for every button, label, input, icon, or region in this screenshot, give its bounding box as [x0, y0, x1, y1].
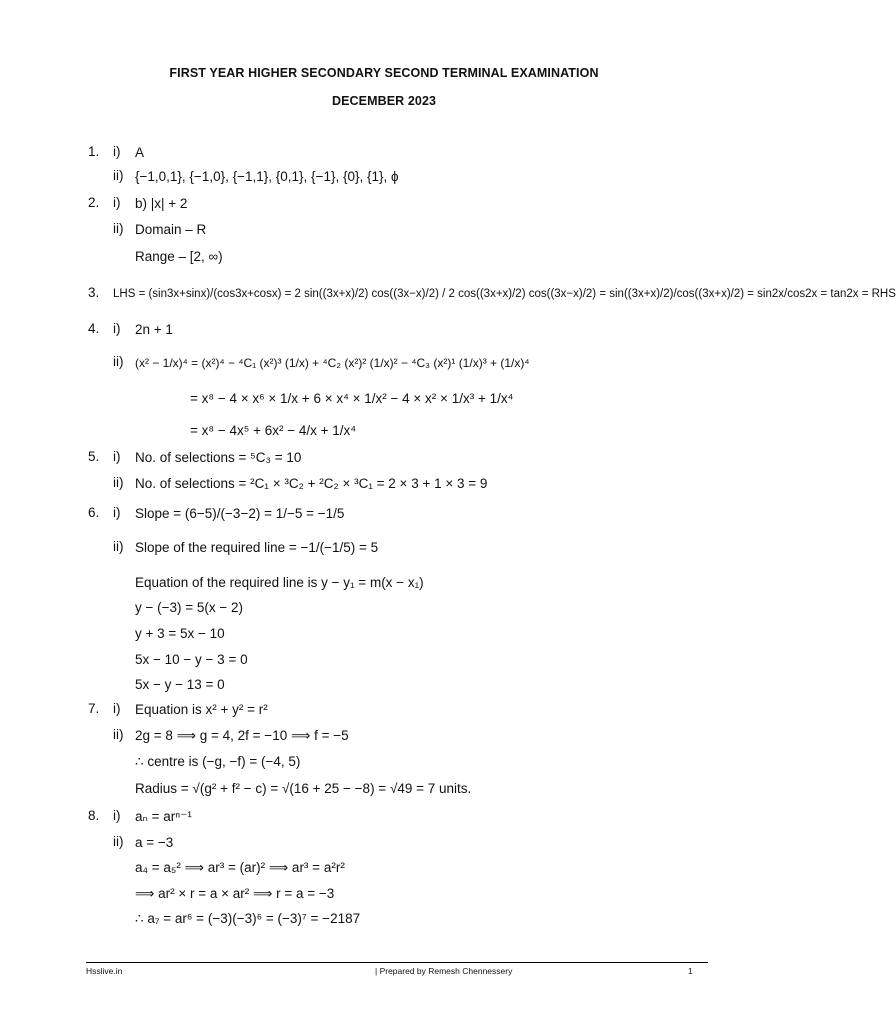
sub-part-label: i)	[113, 321, 121, 336]
page-title: FIRST YEAR HIGHER SECONDARY SECOND TERMINAL EXAMINATION	[169, 66, 599, 80]
answer-line: Equation is x² + y² = r²	[135, 702, 268, 717]
question-number: 1.	[88, 144, 100, 159]
question-number: 5.	[88, 449, 100, 464]
answer-line: b) |x| + 2	[135, 196, 188, 211]
answer-line: No. of selections = ²C₁ × ³C₂ + ²C₂ × ³C₁ = 2 × 3 + 1 × 3 = 9	[135, 476, 488, 491]
answer-line: 2g = 8 ⟹ g = 4, 2f = −10 ⟹ f = −5	[135, 728, 349, 743]
sub-part-label: i)	[113, 144, 121, 159]
answer-line: 2n + 1	[135, 322, 173, 337]
sub-part-label: ii)	[113, 168, 124, 183]
sub-part-label: ii)	[113, 727, 124, 742]
sub-part-label: i)	[113, 449, 121, 464]
answer-line: Slope = (6−5)/(−3−2) = 1/−5 = −1/5	[135, 506, 345, 521]
answer-line: Range – [2, ∞)	[135, 249, 223, 264]
answer-line: 5x − 10 − y − 3 = 0	[135, 652, 248, 667]
sub-part-label: i)	[113, 701, 121, 716]
sub-part-label: i)	[113, 195, 121, 210]
answer-line: Equation of the required line is y − y₁ = m(x − x₁)	[135, 575, 424, 590]
answer-line: {−1,0,1}, {−1,0}, {−1,1}, {0,1}, {−1}, {0}, {1}, ϕ	[135, 169, 399, 184]
footer-divider	[86, 962, 708, 963]
answer-line: a₄ = a₅² ⟹ ar³ = (ar)² ⟹ ar³ = a²r²	[135, 860, 345, 875]
answer-line: y − (−3) = 5(x − 2)	[135, 600, 244, 615]
sub-part-label: i)	[113, 505, 121, 520]
sub-part-label: ii)	[113, 539, 124, 554]
footer-author: | Prepared by Remesh Chennessery	[375, 966, 513, 976]
answer-line: ⟹ ar² × r = a × ar² ⟹ r = a = −3	[135, 886, 335, 901]
sub-part-label: ii)	[113, 221, 124, 236]
sub-part-label: ii)	[113, 354, 124, 369]
answer-line: LHS = (sin3x+sinx)/(cos3x+cosx) = 2 sin((3x+x)/2) cos((3x−x)/2) / 2 cos((3x+x)/2) cos((3x−x)/2) = sin((3x+x)/2)/cos((3x+x)/2) = sin2x/cos2x = tan2x = RHS	[113, 288, 896, 300]
page-number: 1	[688, 966, 693, 976]
answer-line: y + 3 = 5x − 10	[135, 626, 225, 641]
sub-part-label: ii)	[113, 475, 124, 490]
exam-date: DECEMBER 2023	[331, 94, 437, 108]
sub-part-label: i)	[113, 808, 121, 823]
answer-line: 5x − y − 13 = 0	[135, 677, 225, 692]
footer-site: Hsslive.in	[86, 966, 123, 976]
answer-line: ∴ centre is (−g, −f) = (−4, 5)	[135, 754, 301, 769]
answer-line: = x⁸ − 4 × x⁶ × 1/x + 6 × x⁴ × 1/x² − 4 × x² × 1/x³ + 1/x⁴	[190, 391, 514, 406]
answer-line: Slope of the required line = −1/(−1/5) = 5	[135, 540, 379, 555]
question-number: 7.	[88, 701, 100, 716]
question-number: 2.	[88, 195, 100, 210]
answer-line: No. of selections = ⁵C₃ = 10	[135, 450, 302, 465]
answer-line: A	[135, 145, 145, 160]
answer-line: (x² − 1/x)⁴ = (x²)⁴ − ⁴C₁ (x²)³ (1/x) + ⁴C₂ (x²)² (1/x)² − ⁴C₃ (x²)¹ (1/x)³ + (1/x)⁴	[135, 356, 530, 370]
sub-part-label: ii)	[113, 834, 124, 849]
answer-line: Domain – R	[135, 222, 207, 237]
question-number: 3.	[88, 285, 100, 300]
question-number: 4.	[88, 321, 100, 336]
answer-line: ∴ a₇ = ar⁶ = (−3)(−3)⁶ = (−3)⁷ = −2187	[135, 911, 361, 926]
question-number: 8.	[88, 808, 100, 823]
answer-line: = x⁸ − 4x⁵ + 6x² − 4/x + 1/x⁴	[190, 423, 357, 438]
question-number: 6.	[88, 505, 100, 520]
answer-line: aₙ = arⁿ⁻¹	[135, 809, 192, 824]
answer-line: a = −3	[135, 835, 174, 850]
answer-line: Radius = √(g² + f² − c) = √(16 + 25 − −8) = √49 = 7 units.	[135, 781, 472, 796]
